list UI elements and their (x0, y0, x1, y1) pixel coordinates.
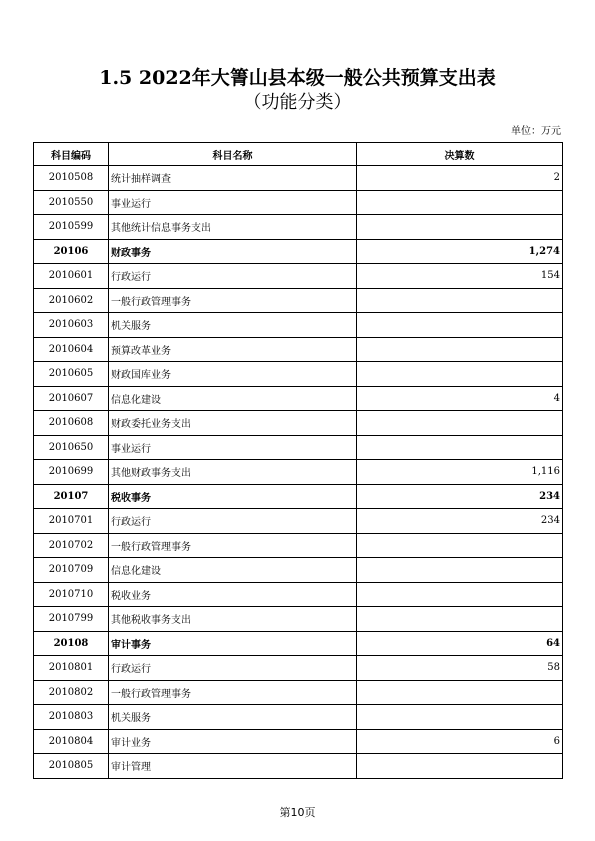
row-amount: 154 (357, 264, 563, 289)
table-header-row (34, 143, 563, 166)
table-row (34, 680, 563, 705)
row-name: 信息化建设 (109, 558, 357, 583)
table-row (34, 190, 563, 215)
table-row (34, 386, 563, 411)
row-code: 2010608 (34, 411, 109, 436)
row-code: 20107 (34, 484, 109, 509)
row-amount: 234 (357, 509, 563, 534)
table-row (34, 288, 563, 313)
page-subtitle: （功能分类） (243, 92, 352, 113)
row-amount (357, 533, 563, 558)
row-name: 行政运行 (109, 656, 357, 681)
unit-label: 单位：万元 (511, 126, 561, 137)
row-code: 2010604 (34, 337, 109, 362)
table-row (34, 533, 563, 558)
row-amount: 6 (357, 729, 563, 754)
row-code: 2010709 (34, 558, 109, 583)
row-amount: 2 (357, 166, 563, 191)
row-name: 一般行政管理事务 (109, 533, 357, 558)
row-code: 20106 (34, 239, 109, 264)
row-name: 其他税收事务支出 (109, 607, 357, 632)
table-row (34, 411, 563, 436)
row-code: 2010702 (34, 533, 109, 558)
row-amount (357, 411, 563, 436)
row-amount: 58 (357, 656, 563, 681)
header-name: 科目名称 (109, 143, 357, 166)
row-name: 审计业务 (109, 729, 357, 754)
row-name: 事业运行 (109, 435, 357, 460)
page-title: 1.5 2022年大箐山县本级一般公共预算支出表 (99, 67, 496, 89)
row-code: 2010607 (34, 386, 109, 411)
row-name: 财政国库业务 (109, 362, 357, 387)
header-amount: 决算数 (357, 143, 563, 166)
row-amount (357, 190, 563, 215)
table-row (34, 558, 563, 583)
table-row (34, 656, 563, 681)
table-body (34, 166, 563, 779)
row-name: 机关服务 (109, 313, 357, 338)
row-code: 2010802 (34, 680, 109, 705)
row-code: 2010799 (34, 607, 109, 632)
table-row (34, 607, 563, 632)
table-row (34, 509, 563, 534)
row-name: 财政委托业务支出 (109, 411, 357, 436)
row-code: 2010699 (34, 460, 109, 485)
row-code: 2010805 (34, 754, 109, 779)
row-name: 行政运行 (109, 264, 357, 289)
table-row (34, 729, 563, 754)
table-row (34, 239, 563, 264)
row-name: 统计抽样调查 (109, 166, 357, 191)
row-amount (357, 313, 563, 338)
row-code: 2010804 (34, 729, 109, 754)
row-name: 财政事务 (109, 239, 357, 264)
row-amount: 4 (357, 386, 563, 411)
table-row (34, 582, 563, 607)
row-name: 机关服务 (109, 705, 357, 730)
row-code: 2010603 (34, 313, 109, 338)
row-amount (357, 288, 563, 313)
table-row (34, 705, 563, 730)
row-name: 预算改革业务 (109, 337, 357, 362)
row-amount (357, 607, 563, 632)
table-row (34, 435, 563, 460)
row-amount (357, 215, 563, 240)
table-row (34, 631, 563, 656)
row-name: 税收事务 (109, 484, 357, 509)
table-row (34, 362, 563, 387)
table-row (34, 460, 563, 485)
row-name: 信息化建设 (109, 386, 357, 411)
table-row (34, 484, 563, 509)
row-name: 其他统计信息事务支出 (109, 215, 357, 240)
table-row (34, 215, 563, 240)
row-name: 事业运行 (109, 190, 357, 215)
header-code: 科目编码 (34, 143, 109, 166)
table-row (34, 264, 563, 289)
row-code: 2010803 (34, 705, 109, 730)
row-code: 2010650 (34, 435, 109, 460)
row-amount: 1,116 (357, 460, 563, 485)
row-amount (357, 680, 563, 705)
row-code: 2010599 (34, 215, 109, 240)
row-code: 2010605 (34, 362, 109, 387)
row-amount (357, 705, 563, 730)
row-code: 2010602 (34, 288, 109, 313)
row-amount (357, 337, 563, 362)
row-amount (357, 362, 563, 387)
row-name: 税收业务 (109, 582, 357, 607)
row-amount (357, 754, 563, 779)
row-amount (357, 558, 563, 583)
table-row (34, 166, 563, 191)
row-code: 2010701 (34, 509, 109, 534)
row-amount: 64 (357, 631, 563, 656)
row-code: 2010601 (34, 264, 109, 289)
budget-table (33, 142, 563, 779)
table-row (34, 313, 563, 338)
row-name: 审计事务 (109, 631, 357, 656)
row-name: 行政运行 (109, 509, 357, 534)
table-row (34, 337, 563, 362)
row-amount: 1,274 (357, 239, 563, 264)
row-code: 2010801 (34, 656, 109, 681)
row-amount (357, 582, 563, 607)
row-code: 2010550 (34, 190, 109, 215)
row-amount: 234 (357, 484, 563, 509)
table-row (34, 754, 563, 779)
row-code: 20108 (34, 631, 109, 656)
row-code: 2010508 (34, 166, 109, 191)
row-name: 一般行政管理事务 (109, 680, 357, 705)
row-name: 一般行政管理事务 (109, 288, 357, 313)
page-number: 第10页 (279, 806, 316, 819)
row-name: 其他财政事务支出 (109, 460, 357, 485)
row-code: 2010710 (34, 582, 109, 607)
row-amount (357, 435, 563, 460)
row-name: 审计管理 (109, 754, 357, 779)
